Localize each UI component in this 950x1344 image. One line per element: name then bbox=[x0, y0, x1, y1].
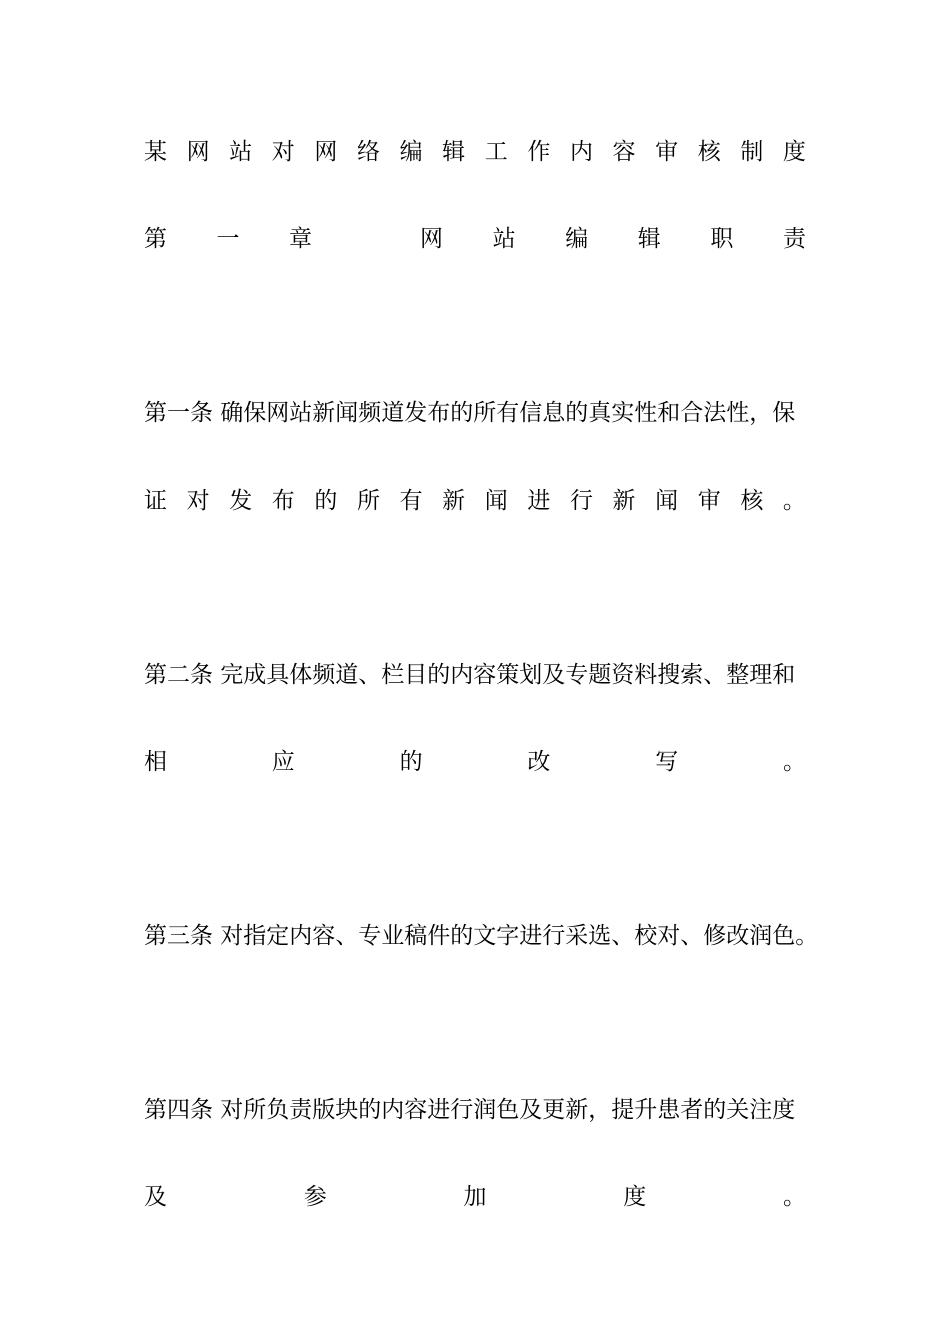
article-1-line-1: 第一条 确保网站新闻频道发布的所有信息的真实性和合法性，保 bbox=[144, 400, 796, 426]
text-char: 制 bbox=[740, 139, 764, 165]
text-char: 度 bbox=[623, 1184, 647, 1210]
text-char: 新 bbox=[442, 488, 466, 514]
text-char: 证 bbox=[144, 488, 167, 514]
text-char: 有 bbox=[399, 488, 423, 514]
text-char: 站 bbox=[229, 139, 253, 165]
article-2-line-1: 第二条 完成具体频道、栏目的内容策划及专题资料搜索、整理和 bbox=[144, 662, 796, 688]
article-3-line-1: 第三条 对指定内容、专业稿件的文字进行采选、校对、修改润色。 bbox=[144, 923, 819, 949]
text-char: 作 bbox=[527, 139, 551, 165]
document-title bbox=[144, 137, 806, 167]
text-char: 进 bbox=[527, 488, 551, 514]
text-char: 。 bbox=[782, 488, 806, 514]
text-char: 的 bbox=[399, 749, 423, 775]
chapter-heading bbox=[144, 224, 806, 254]
text-char: 网 bbox=[186, 139, 210, 165]
text-char: 工 bbox=[484, 139, 508, 165]
text-char: 相 bbox=[144, 749, 167, 775]
text-char: 的 bbox=[314, 488, 338, 514]
text-char: 闻 bbox=[655, 488, 679, 514]
text-char: 辑 bbox=[442, 139, 466, 165]
text-char: 布 bbox=[271, 488, 295, 514]
text-char: 审 bbox=[655, 139, 679, 165]
chapter-title-chars bbox=[420, 224, 806, 254]
text-char: 一 bbox=[216, 226, 240, 252]
text-char: 编 bbox=[399, 139, 423, 165]
text-char: 加 bbox=[463, 1184, 487, 1210]
text-char: 。 bbox=[782, 749, 806, 775]
text-char: 新 bbox=[612, 488, 636, 514]
text-char: 对 bbox=[271, 139, 295, 165]
text-char: 应 bbox=[271, 749, 295, 775]
text-char: 责 bbox=[782, 226, 806, 252]
text-char: 改 bbox=[527, 749, 551, 775]
article-4-line-1: 第四条 对所负责版块的内容进行润色及更新，提升患者的关注度 bbox=[144, 1097, 796, 1123]
text-char: 。 bbox=[783, 1184, 806, 1210]
text-char: 某 bbox=[144, 139, 167, 165]
article-1-line-2 bbox=[144, 486, 806, 516]
text-char: 职 bbox=[710, 226, 734, 252]
text-char: 参 bbox=[303, 1184, 327, 1210]
text-char: 内 bbox=[569, 139, 593, 165]
text-char: 第 bbox=[144, 226, 167, 252]
text-char: 辑 bbox=[637, 226, 661, 252]
text-char: 网 bbox=[314, 139, 338, 165]
text-char: 审 bbox=[697, 488, 721, 514]
text-char: 章 bbox=[289, 226, 312, 252]
text-char: 及 bbox=[144, 1184, 167, 1210]
text-char: 络 bbox=[356, 139, 380, 165]
text-char: 所 bbox=[356, 488, 380, 514]
text-char: 编 bbox=[565, 226, 589, 252]
text-char: 度 bbox=[782, 139, 806, 165]
chapter-spacer bbox=[314, 224, 418, 254]
text-char: 容 bbox=[612, 139, 636, 165]
text-char: 站 bbox=[492, 226, 516, 252]
text-char: 核 bbox=[697, 139, 721, 165]
text-char: 对 bbox=[186, 488, 210, 514]
chapter-number-chars bbox=[144, 224, 312, 254]
text-char: 网 bbox=[420, 226, 443, 252]
text-char: 闻 bbox=[484, 488, 508, 514]
text-char: 发 bbox=[229, 488, 253, 514]
article-2-line-2 bbox=[144, 747, 806, 777]
text-char: 写 bbox=[655, 749, 679, 775]
text-char: 核 bbox=[740, 488, 764, 514]
text-char: 行 bbox=[569, 488, 593, 514]
article-4-line-2 bbox=[144, 1182, 806, 1212]
